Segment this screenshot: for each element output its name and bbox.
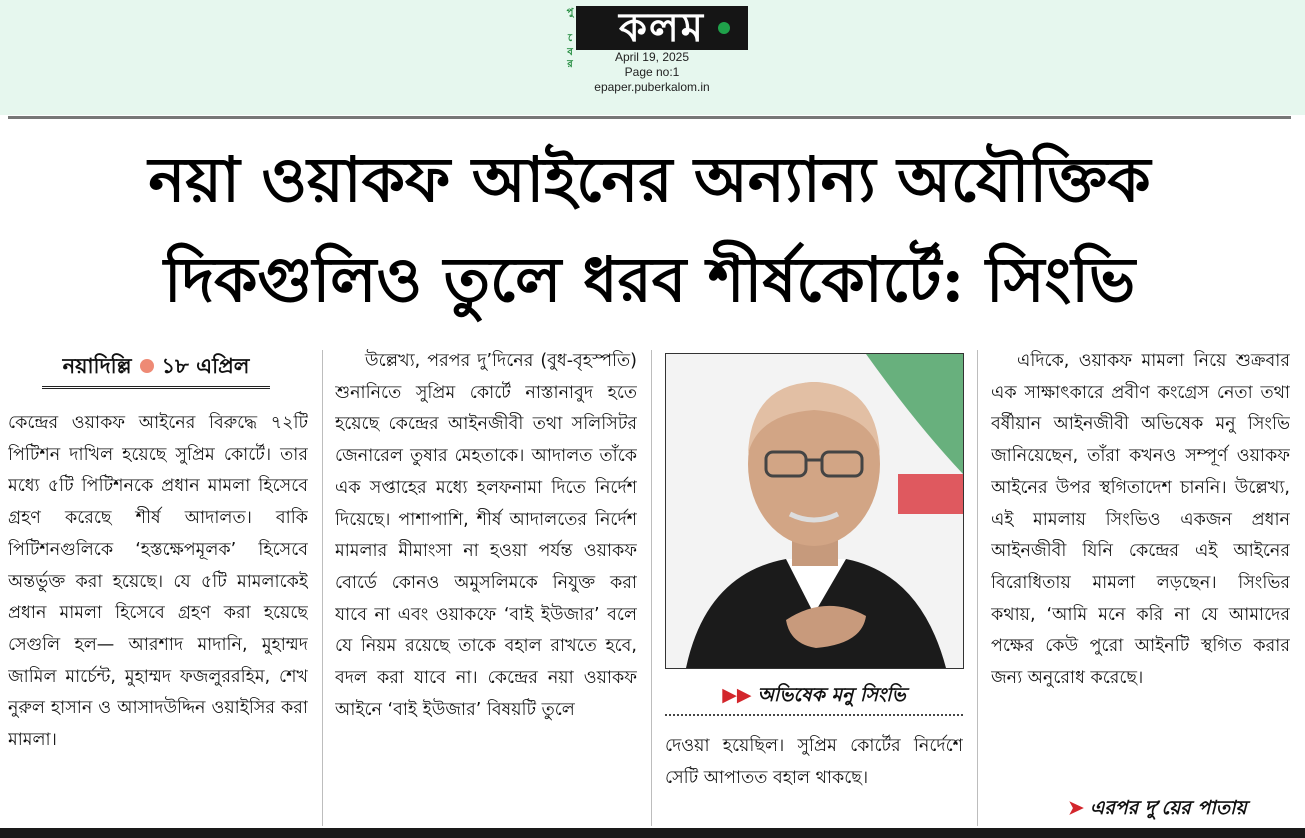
- caption-arrow-icon: ▶▶: [722, 684, 752, 706]
- masthead: [0, 0, 1305, 115]
- dateline-place: নয়াদিল্লি: [62, 353, 132, 378]
- article-column-1: কেন্দ্রের ওয়াকফ আইনের বিরুদ্ধে ৭২টি পিটিশন দাখিল হয়েছে সুপ্রিম কোর্টে। তার মধ্যে ৫টি পিটিশনকে প্রধান মামলা হিসেবে গ্রহণ করেছে শীর্ষ আদালত। বাকি পিটিশনগুলিকে ‘হস্তক্ষেপমূলক’ হিসেবে অন্তর্ভুক্ত করা হয়েছে। যে ৫টি মামলাকেই প্রধান মামলা হিসেবে গ্রহণ করা হয়েছে সেগুলি হল— আরশাদ মাদানি, মুহাম্মদ জামিল মার্চেন্ট, মুহাম্মদ ফজলুররহিম, শেখ নুরুল হাসান ও আসাদউদ্দিন ওয়াইসির করা মামলা।: [8, 413, 308, 751]
- dateline-dot-icon: [140, 359, 154, 373]
- column-divider: [977, 350, 978, 826]
- bottom-bar: [0, 828, 1305, 838]
- portrait-illustration: [666, 354, 963, 668]
- article-column-3: দেওয়া হয়েছিল। সুপ্রিম কোর্টের নির্দেশে সেটি আপাতত বহাল থাকছে।: [665, 736, 963, 788]
- continued-link[interactable]: [1068, 794, 1293, 824]
- column-divider: [322, 350, 323, 826]
- dateline-date: ১৮ এপ্রিল: [161, 353, 250, 378]
- top-divider: [8, 116, 1291, 119]
- headline-line-2: দিকগুলিও তুলে ধরব শীর্ষকোর্টে: সিংভি: [163, 243, 1136, 316]
- headline-line-1: নয়া ওয়াকফ আইনের অন্যান্য অযৌক্তিক: [148, 143, 1151, 216]
- issue-date: April 19, 2025: [614, 50, 690, 64]
- arrow-right-icon: ➤: [1068, 797, 1084, 819]
- logo-dot-icon: [718, 22, 730, 34]
- photo-caption-text: অভিষেক মনু সিংভি: [757, 684, 906, 706]
- continued-text: এরপর দু’য়ের পাতায়: [1089, 797, 1247, 819]
- article-photo[interactable]: [665, 353, 964, 669]
- article-column-2: উল্লেখ্য, পরপর দু’দিনের (বুধ-বৃহস্পতি) শুনানিতে সুপ্রিম কোর্টে নাস্তানাবুদ হতে হয়েছে কেন্দ্রের আইনজীবী তথা সলিসিটর জেনারেল তুষার মেহতাকে। আদালত তাঁকে এক সপ্তাহের মধ্যে হলফনামা দিতে নির্দেশ দিয়েছে। পাশাপাশি, শীর্ষ আদালতের নির্দেশ মামলার মীমাংসা না হওয়া পর্যন্ত ওয়াকফ বোর্ডে কোনও অমুসলিমকে নিযুক্ত করা যাবে না এবং ওয়াকফে ‘বাই ইউজার’ বলে যে নিয়ম রয়েছে তাকে বহাল রাখতে হবে, বদল করা যাবে না। কেন্দ্রের নয়া ওয়াকফ আইনে ‘বাই ইউজার’ বিষয়টি তুলে: [335, 351, 637, 720]
- site-url[interactable]: epaper.puberkalom.in: [594, 80, 710, 94]
- logo-side-text: পুবের: [565, 6, 576, 70]
- article-column-4: এদিকে, ওয়াকফ মামলা নিয়ে শুক্রবার এক সাক্ষাৎকারে প্রবীণ কংগ্রেস নেতা তথা বর্ষীয়ান আইনজীবী অভিষেক মনু সিংভি জানিয়েছেন, তাঁরা কখনও সম্পূর্ণ ওয়াকফ আইনের উপর স্থগিতাদেশ চাননি। উল্লেখ্য, এই মামলায় সিংভিও একজন প্রধান আইনজীবী যিনি কেন্দ্রের এই আইনের বিরোধিতায় মামলা লড়ছেন। সিংভির কথায়, ‘আমি মনে করি না যে আমাদের পক্ষের কেউ পুরো আইনটি স্থগিত করার জন্য অনুরোধ করেছে।: [991, 351, 1290, 689]
- column-divider: [651, 350, 652, 826]
- page-number: Page no:1: [624, 65, 680, 79]
- photo-caption: [665, 680, 963, 716]
- logo-main-text: কলম: [576, 6, 748, 50]
- dateline: [42, 346, 270, 389]
